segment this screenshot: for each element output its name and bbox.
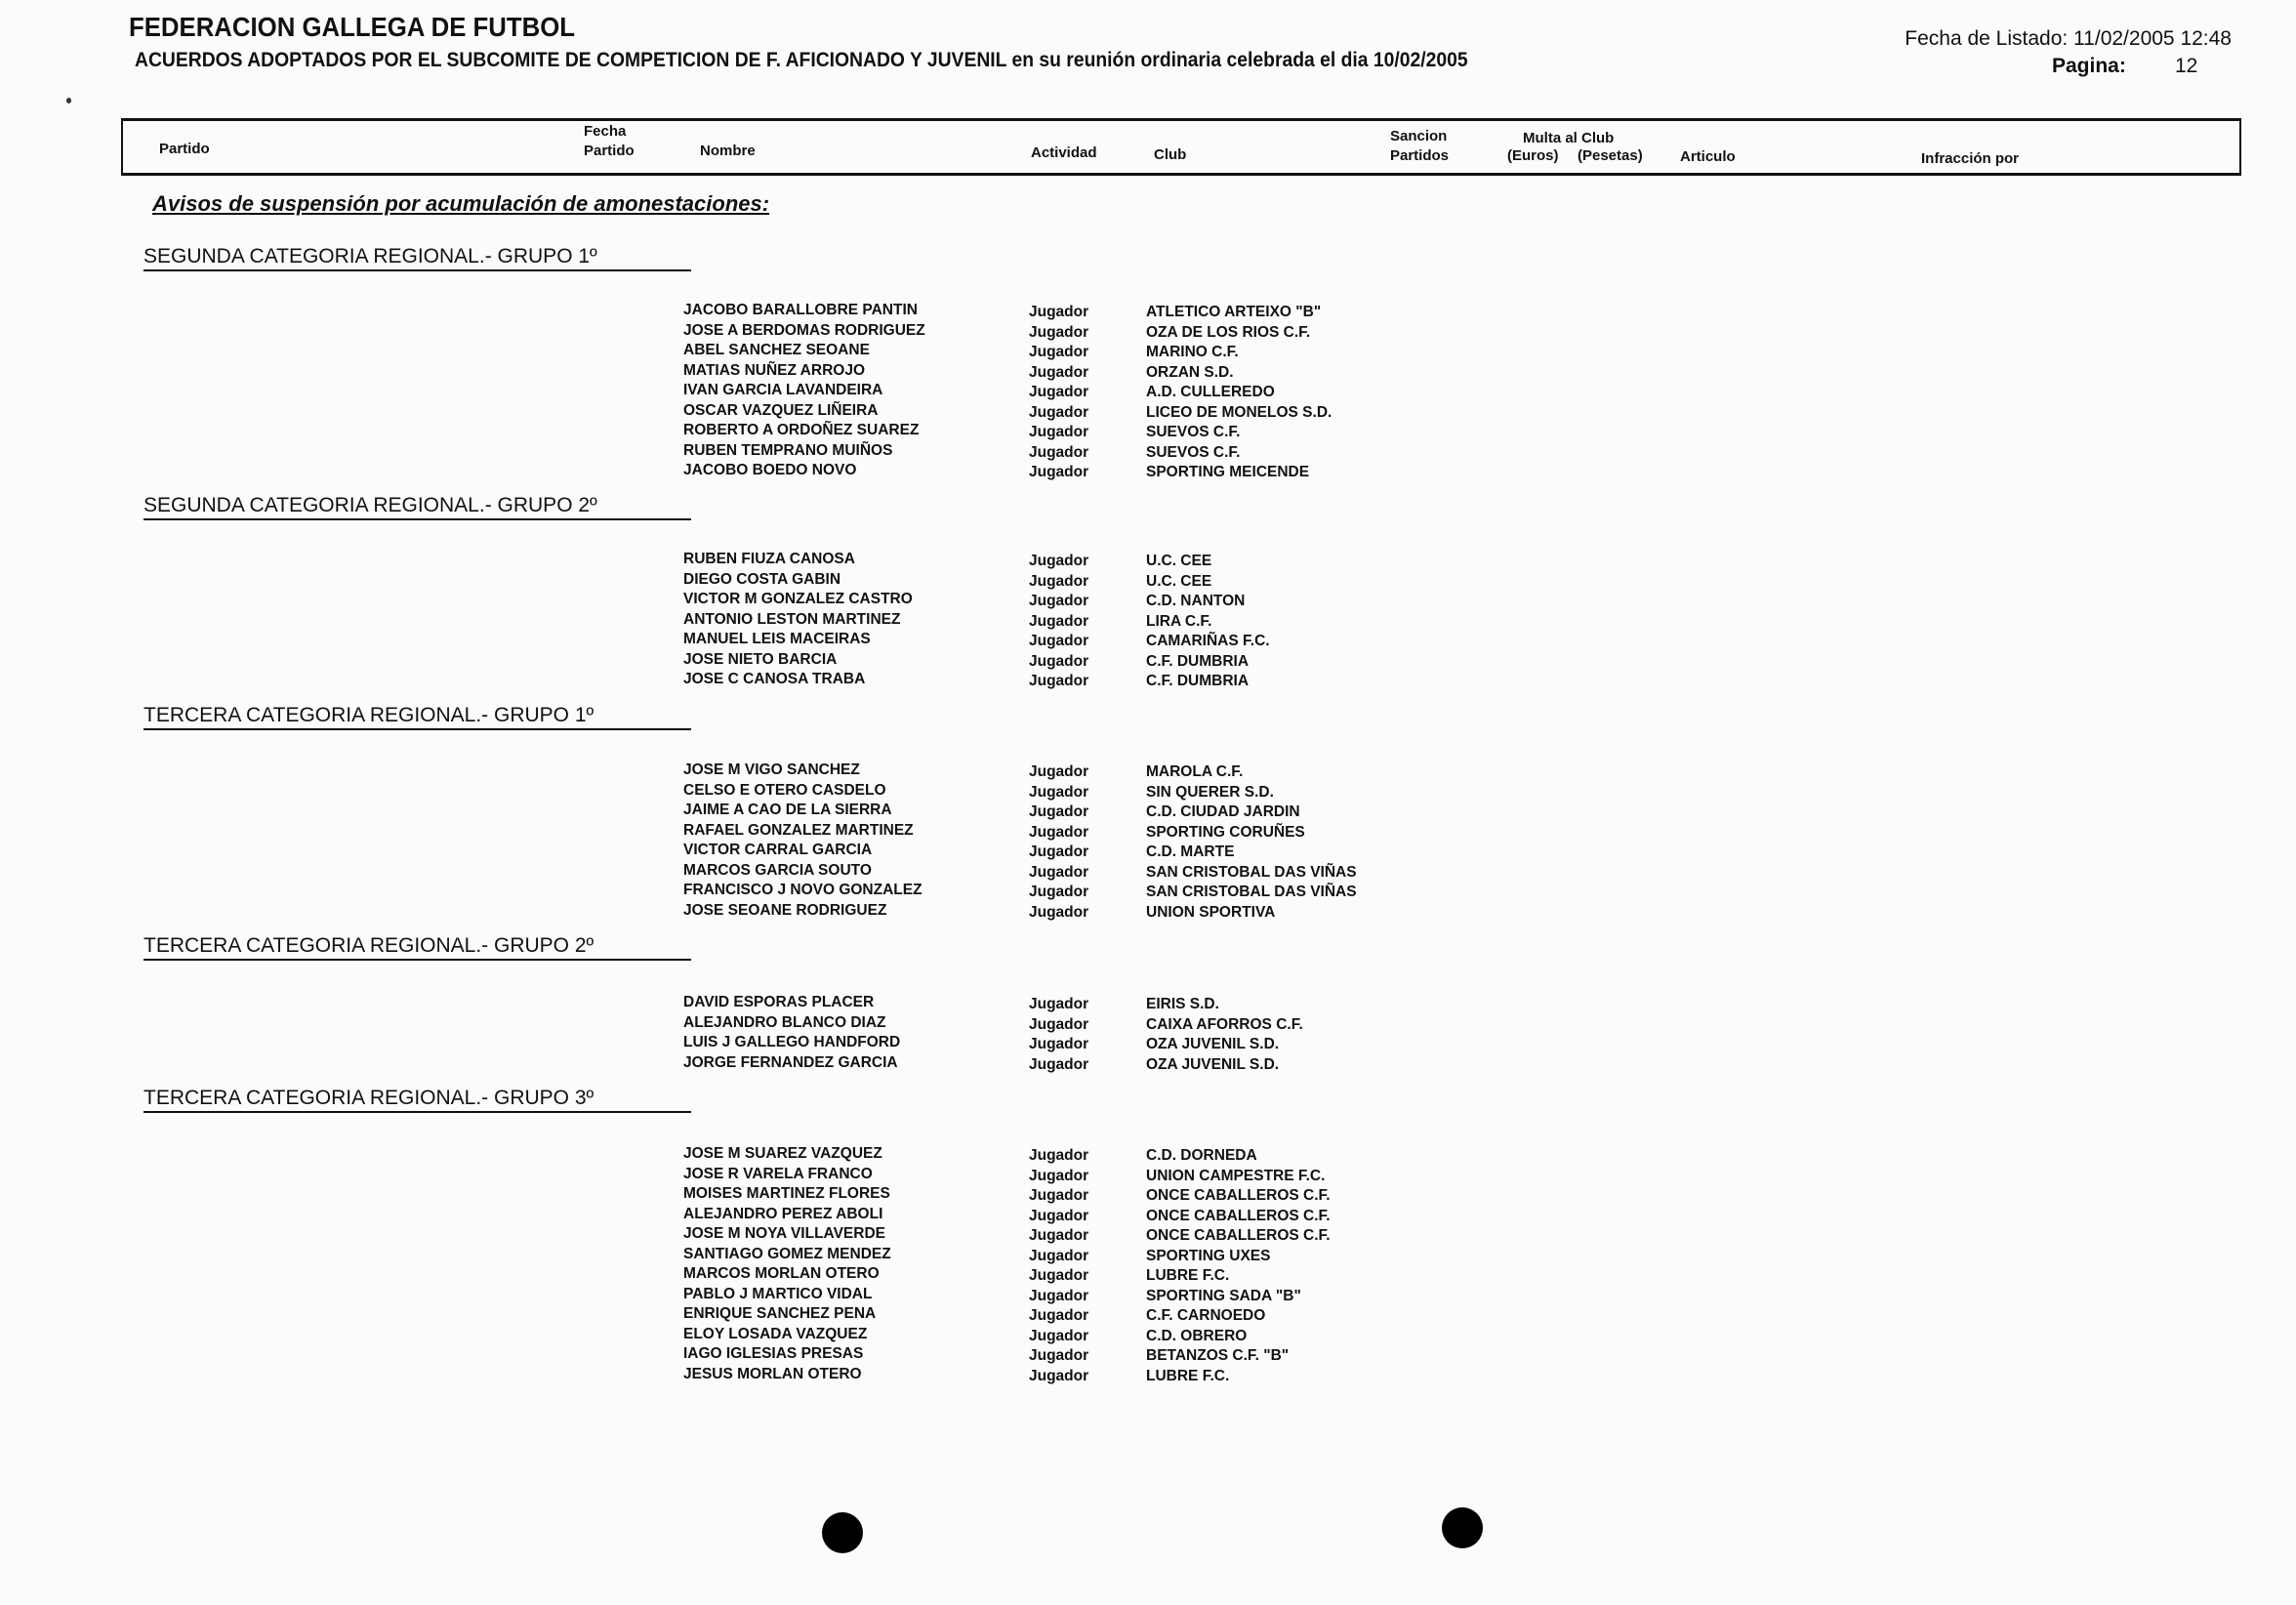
player-name: ROBERTO A ORDOÑEZ SUAREZ xyxy=(683,422,920,438)
group-heading: TERCERA CATEGORIA REGIONAL.- GRUPO 2º xyxy=(144,933,691,961)
player-name: JOSE M VIGO SANCHEZ xyxy=(683,761,860,778)
player-club: SAN CRISTOBAL DAS VIÑAS xyxy=(1146,863,1357,881)
player-activity: Jugador xyxy=(1029,863,1089,881)
player-club: LUBRE F.C. xyxy=(1146,1367,1230,1384)
player-activity: Jugador xyxy=(1029,1267,1089,1284)
col-infraccion: Infracción por xyxy=(1921,150,2020,167)
player-name: RUBEN FIUZA CANOSA xyxy=(683,551,855,567)
player-name: JOSE M NOYA VILLAVERDE xyxy=(683,1225,885,1242)
col-euros: (Euros) xyxy=(1507,147,1559,164)
player-club: OZA JUVENIL S.D. xyxy=(1146,1055,1280,1073)
player-name: JOSE A BERDOMAS RODRIGUEZ xyxy=(683,321,925,339)
player-club: ORZAN S.D. xyxy=(1146,363,1234,381)
player-name: JACOBO BOEDO NOVO xyxy=(683,462,857,478)
player-club: C.F. CARNOEDO xyxy=(1146,1307,1266,1324)
player-activity: Jugador xyxy=(1029,1207,1089,1224)
player-activity: Jugador xyxy=(1029,384,1089,400)
player-name: ABEL SANCHEZ SEOANE xyxy=(683,342,870,358)
player-activity: Jugador xyxy=(1029,903,1089,921)
player-name: VICTOR CARRAL GARCIA xyxy=(683,842,873,858)
player-activity: Jugador xyxy=(1029,1247,1089,1264)
punch-hole-left xyxy=(822,1512,863,1553)
player-activity: Jugador xyxy=(1029,553,1089,569)
player-name: JORGE FERNANDEZ GARCIA xyxy=(683,1053,898,1071)
player-activity: Jugador xyxy=(1029,323,1089,341)
player-name: DIEGO COSTA GABIN xyxy=(683,570,841,588)
player-name: ANTONIO LESTON MARTINEZ xyxy=(683,610,901,628)
section-title: Avisos de suspensión por acumulación de amonestaciones: xyxy=(152,191,770,216)
player-name: JOSE R VARELA FRANCO xyxy=(683,1165,873,1182)
player-name: FRANCISCO J NOVO GONZALEZ xyxy=(683,882,922,898)
player-club: SAN CRISTOBAL DAS VIÑAS xyxy=(1146,884,1357,900)
player-activity: Jugador xyxy=(1029,1327,1089,1344)
player-activity: Jugador xyxy=(1029,652,1089,670)
player-activity: Jugador xyxy=(1029,763,1089,780)
player-club: LICEO DE MONELOS S.D. xyxy=(1146,403,1332,421)
player-club: SIN QUERER S.D. xyxy=(1146,783,1274,801)
player-activity: Jugador xyxy=(1029,403,1089,421)
col-sancion-2: Partidos xyxy=(1390,147,1450,164)
player-club: LUBRE F.C. xyxy=(1146,1267,1230,1284)
player-name: MARCOS MORLAN OTERO xyxy=(683,1265,880,1282)
player-activity: Jugador xyxy=(1029,464,1089,480)
player-activity: Jugador xyxy=(1029,304,1089,320)
player-activity: Jugador xyxy=(1029,1367,1089,1384)
player-club: C.D. DORNEDA xyxy=(1146,1147,1257,1164)
player-club: C.D. MARTE xyxy=(1146,844,1235,860)
player-club: EIRIS S.D. xyxy=(1146,996,1219,1012)
col-multa: Multa al Club xyxy=(1523,130,1615,146)
player-name: JAIME A CAO DE LA SIERRA xyxy=(683,802,892,818)
player-activity: Jugador xyxy=(1029,823,1089,841)
player-club: CAMARIÑAS F.C. xyxy=(1146,633,1270,649)
player-club: C.D. NANTON xyxy=(1146,593,1246,609)
col-pesetas: (Pesetas) xyxy=(1578,147,1643,164)
player-club: ATLETICO ARTEIXO "B" xyxy=(1146,304,1322,320)
organization-title: FEDERACION GALLEGA DE FUTBOL xyxy=(129,12,575,42)
player-activity: Jugador xyxy=(1029,996,1089,1012)
player-activity: Jugador xyxy=(1029,424,1089,440)
player-club: SUEVOS C.F. xyxy=(1146,424,1241,440)
player-name: ELOY LOSADA VAZQUEZ xyxy=(683,1325,868,1342)
player-activity: Jugador xyxy=(1029,783,1089,801)
col-sancion-1: Sancion xyxy=(1390,128,1448,144)
player-club: SPORTING UXES xyxy=(1146,1247,1271,1264)
player-name: MOISES MARTINEZ FLORES xyxy=(683,1185,890,1202)
player-name: MANUEL LEIS MACEIRAS xyxy=(683,631,871,647)
player-activity: Jugador xyxy=(1029,1055,1089,1073)
player-name: IAGO IGLESIAS PRESAS xyxy=(683,1345,864,1362)
player-activity: Jugador xyxy=(1029,803,1089,820)
player-name: RAFAEL GONZALEZ MARTINEZ xyxy=(683,821,914,839)
player-activity: Jugador xyxy=(1029,612,1089,630)
player-name: ALEJANDRO PEREZ ABOLI xyxy=(683,1205,883,1222)
player-activity: Jugador xyxy=(1029,1015,1089,1033)
player-club: ONCE CABALLEROS C.F. xyxy=(1146,1187,1331,1204)
player-club: SPORTING MEICENDE xyxy=(1146,464,1310,480)
listing-date: Fecha de Listado: 11/02/2005 12:48 xyxy=(1905,27,2232,50)
player-club: SPORTING CORUÑES xyxy=(1146,823,1305,841)
player-name: JOSE C CANOSA TRABA xyxy=(683,671,866,687)
col-nombre: Nombre xyxy=(700,143,756,159)
player-club: U.C. CEE xyxy=(1146,572,1212,590)
player-name: MATIAS NUÑEZ ARROJO xyxy=(683,361,865,379)
player-club: C.D. OBRERO xyxy=(1146,1327,1248,1344)
player-club: U.C. CEE xyxy=(1146,553,1212,569)
player-name: PABLO J MARTICO VIDAL xyxy=(683,1285,873,1302)
player-club: C.F. DUMBRIA xyxy=(1146,652,1250,670)
player-name: LUIS J GALLEGO HANDFORD xyxy=(683,1034,901,1050)
player-name: OSCAR VAZQUEZ LIÑEIRA xyxy=(683,401,879,419)
punch-hole-right xyxy=(1442,1507,1483,1548)
player-activity: Jugador xyxy=(1029,1287,1089,1304)
player-name: JOSE NIETO BARCIA xyxy=(683,650,838,668)
player-club: MAROLA C.F. xyxy=(1146,763,1244,780)
group-heading: TERCERA CATEGORIA REGIONAL.- GRUPO 3º xyxy=(144,1086,691,1113)
player-activity: Jugador xyxy=(1029,673,1089,689)
player-club: OZA JUVENIL S.D. xyxy=(1146,1036,1280,1052)
player-activity: Jugador xyxy=(1029,443,1089,461)
col-partido: Partido xyxy=(159,141,210,157)
player-activity: Jugador xyxy=(1029,1227,1089,1244)
player-name: MARCOS GARCIA SOUTO xyxy=(683,861,872,879)
player-activity: Jugador xyxy=(1029,1147,1089,1164)
player-name: DAVID ESPORAS PLACER xyxy=(683,994,875,1010)
group-heading: SEGUNDA CATEGORIA REGIONAL.- GRUPO 2º xyxy=(144,493,691,520)
player-club: UNION SPORTIVA xyxy=(1146,903,1276,921)
page-number: 12 xyxy=(2175,55,2198,77)
player-name: RUBEN TEMPRANO MUIÑOS xyxy=(683,441,893,459)
player-club: A.D. CULLEREDO xyxy=(1146,384,1275,400)
player-club: SPORTING SADA "B" xyxy=(1146,1287,1301,1304)
player-activity: Jugador xyxy=(1029,633,1089,649)
player-name: JOSE SEOANE RODRIGUEZ xyxy=(683,901,887,919)
player-activity: Jugador xyxy=(1029,1307,1089,1324)
page-label: Pagina: xyxy=(2052,55,2126,77)
group-heading: TERCERA CATEGORIA REGIONAL.- GRUPO 1º xyxy=(144,703,691,730)
player-activity: Jugador xyxy=(1029,1347,1089,1364)
player-club: OZA DE LOS RIOS C.F. xyxy=(1146,323,1311,341)
player-name: VICTOR M GONZALEZ CASTRO xyxy=(683,591,913,607)
player-activity: Jugador xyxy=(1029,363,1089,381)
player-name: JACOBO BARALLOBRE PANTIN xyxy=(683,302,918,318)
col-club: Club xyxy=(1154,146,1187,163)
player-club: CAIXA AFORROS C.F. xyxy=(1146,1015,1303,1033)
group-heading: SEGUNDA CATEGORIA REGIONAL.- GRUPO 1º xyxy=(144,244,691,271)
player-club: UNION CAMPESTRE F.C. xyxy=(1146,1167,1326,1184)
player-club: MARINO C.F. xyxy=(1146,344,1239,360)
player-name: JOSE M SUAREZ VAZQUEZ xyxy=(683,1145,882,1162)
col-actividad: Actividad xyxy=(1031,144,1097,161)
col-articulo: Articulo xyxy=(1680,148,1736,165)
player-name: JESUS MORLAN OTERO xyxy=(683,1365,862,1382)
player-activity: Jugador xyxy=(1029,344,1089,360)
player-activity: Jugador xyxy=(1029,884,1089,900)
player-club: ONCE CABALLEROS C.F. xyxy=(1146,1227,1331,1244)
col-fecha-1: Fecha xyxy=(584,123,627,140)
player-club: LIRA C.F. xyxy=(1146,612,1212,630)
col-fecha-2: Partido xyxy=(584,143,635,159)
player-activity: Jugador xyxy=(1029,844,1089,860)
player-activity: Jugador xyxy=(1029,572,1089,590)
player-name: IVAN GARCIA LAVANDEIRA xyxy=(683,382,883,398)
player-club: C.F. DUMBRIA xyxy=(1146,673,1250,689)
player-name: ENRIQUE SANCHEZ PENA xyxy=(683,1305,877,1322)
column-header-box xyxy=(121,118,2241,176)
scan-speck xyxy=(66,98,71,103)
player-activity: Jugador xyxy=(1029,1036,1089,1052)
player-activity: Jugador xyxy=(1029,1167,1089,1184)
player-club: BETANZOS C.F. "B" xyxy=(1146,1347,1290,1364)
document-subtitle: ACUERDOS ADOPTADOS POR EL SUBCOMITE DE COMPETICION DE F. AFICIONADO Y JUVENIL en su reunión ordinaria celebrada el dia 10/02/2005 xyxy=(135,49,1468,71)
player-club: ONCE CABALLEROS C.F. xyxy=(1146,1207,1331,1224)
player-name: SANTIAGO GOMEZ MENDEZ xyxy=(683,1245,891,1262)
player-club: C.D. CIUDAD JARDIN xyxy=(1146,803,1300,820)
player-activity: Jugador xyxy=(1029,593,1089,609)
player-name: ALEJANDRO BLANCO DIAZ xyxy=(683,1013,886,1031)
player-activity: Jugador xyxy=(1029,1187,1089,1204)
player-club: SUEVOS C.F. xyxy=(1146,443,1241,461)
player-name: CELSO E OTERO CASDELO xyxy=(683,781,886,799)
